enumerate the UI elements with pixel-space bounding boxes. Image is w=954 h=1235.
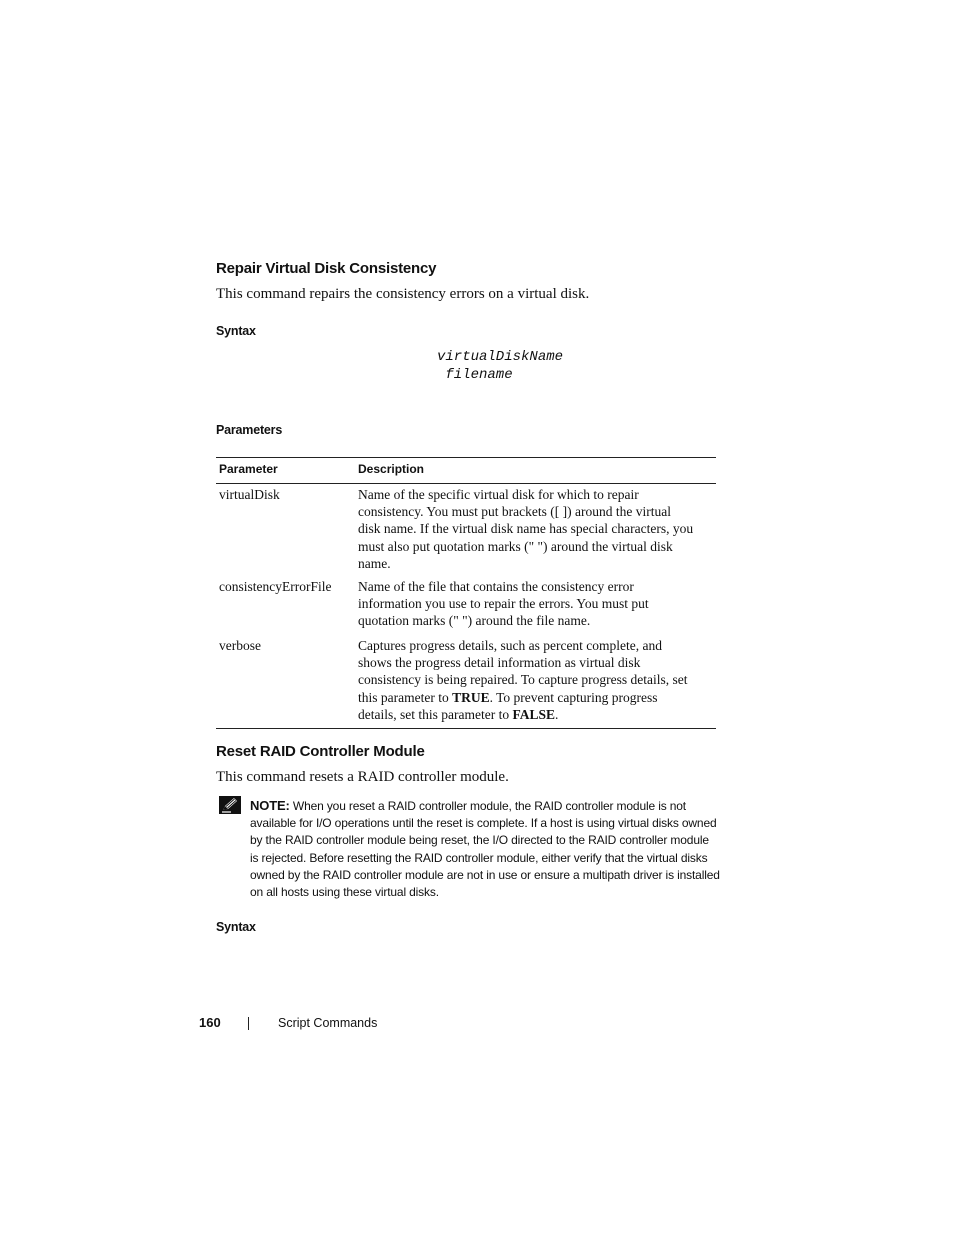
description-line: consistency. You must put brackets ([ ]) around the virtual (358, 504, 671, 520)
description-line: quotation marks (" ") around the file name. (358, 613, 591, 629)
parameter-name: consistencyErrorFile (219, 579, 332, 594)
table-row (216, 578, 716, 637)
syntax-heading: Syntax (216, 920, 256, 934)
description-line: consistency is being repaired. To capture progress details, set (358, 672, 688, 688)
table-header-description: Description (358, 462, 425, 476)
note-label: NOTE: (250, 798, 290, 813)
table-header-parameter: Parameter (219, 462, 278, 476)
keyword-true: TRUE (452, 689, 490, 705)
parameter-description (358, 578, 714, 630)
keyword-false: FALSE (512, 706, 555, 722)
table-row (216, 484, 716, 578)
syntax-line: filename (437, 367, 513, 383)
section-intro: This command resets a RAID controller module. (216, 769, 509, 785)
description-line: Captures progress details, such as percent complete, and (358, 638, 663, 653)
description-line (358, 706, 714, 723)
parameters-heading: Parameters (216, 423, 283, 437)
description-line: must also put quotation marks (" ") around the virtual disk (358, 538, 673, 554)
parameter-name: virtualDisk (219, 487, 280, 502)
description-text: this parameter to (358, 689, 453, 705)
parameter-name: verbose (219, 638, 261, 653)
parameter-description (358, 486, 714, 572)
page-number: 160 (199, 1015, 221, 1030)
description-line: Name of the specific virtual disk for which to repair (358, 487, 639, 502)
description-line (358, 689, 714, 706)
note-text: When you reset a RAID controller module, the RAID controller module is not available for I/O operations until the reset is complete. If a host is using virtual disks owned by the RAID controller module being reset, the I/O directed to the RAID controller module is rejected. Before resetting the RAID controller module, either verify that the virtual disks owned by the RAID controller module are not in use or ensure a multipath driver is installed on all hosts using these virtual disks. (250, 799, 720, 900)
chapter-title: Script Commands (278, 1016, 378, 1030)
description-text: details, set this parameter to (358, 706, 513, 722)
syntax-heading: Syntax (216, 324, 256, 338)
table-header-row (216, 458, 716, 484)
pencil-note-icon (219, 796, 241, 814)
footer-separator (248, 1017, 249, 1030)
parameters-table (216, 457, 716, 729)
section-intro: This command repairs the consistency errors on a virtual disk. (216, 286, 590, 302)
section-title-reset-raid-controller-module: Reset RAID Controller Module (216, 743, 425, 760)
description-line: name. (358, 555, 391, 571)
description-line: Name of the file that contains the consistency error (358, 579, 634, 594)
parameter-description (358, 637, 714, 723)
description-line: shows the progress detail information as virtual disk (358, 655, 641, 671)
note-block (250, 797, 720, 901)
description-line: disk name. If the virtual disk name has special characters, you (358, 521, 694, 537)
syntax-line: virtualDiskName (437, 349, 564, 365)
description-line: information you use to repair the errors. You must put (358, 596, 649, 612)
section-title-repair-virtual-disk-consistency: Repair Virtual Disk Consistency (216, 260, 437, 277)
description-text: . To prevent capturing progress (489, 689, 658, 705)
description-text: . (554, 706, 559, 722)
table-row (216, 637, 716, 728)
